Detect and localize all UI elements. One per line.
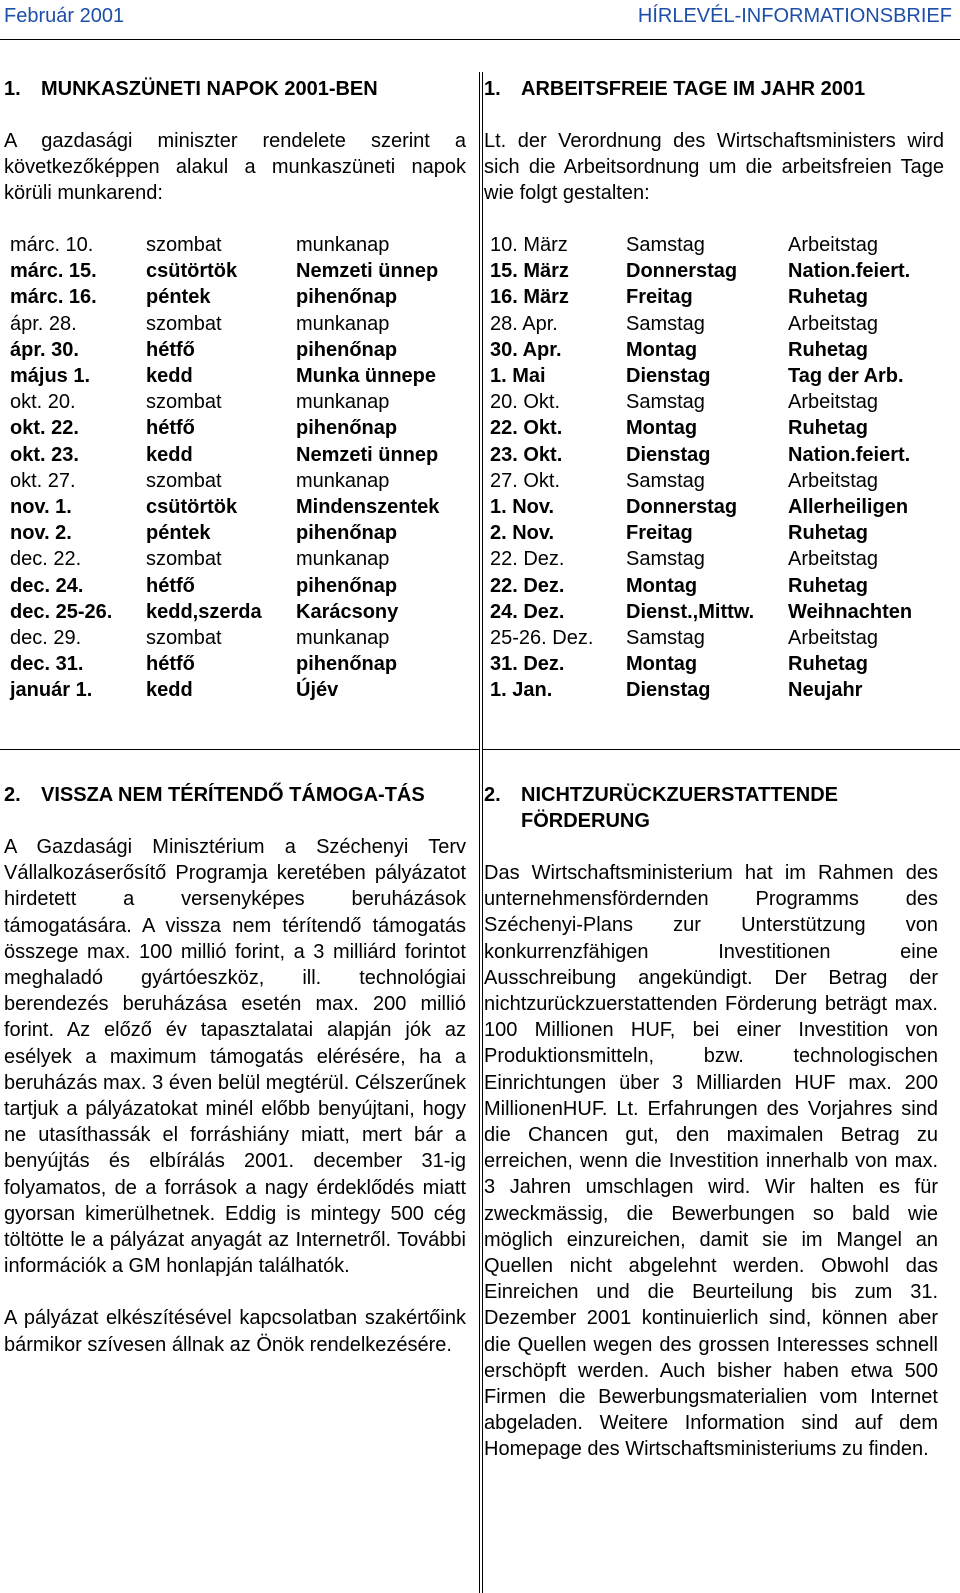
header-rule xyxy=(0,39,960,40)
holiday-date: 1. Mai xyxy=(490,365,546,388)
holiday-date: nov. 1. xyxy=(10,496,72,519)
holiday-row xyxy=(490,625,948,651)
holiday-type: Ruhetag xyxy=(788,574,868,597)
holiday-row xyxy=(490,311,948,337)
holiday-type: munkanap xyxy=(296,548,390,571)
holiday-date: 23. Okt. xyxy=(490,443,563,466)
holiday-type: Nemzeti ünnep xyxy=(296,260,439,283)
holiday-date: dec. 25-26. xyxy=(10,600,113,623)
holiday-date: nov. 2. xyxy=(10,522,72,545)
holiday-weekday: hétfő xyxy=(146,653,195,676)
holiday-weekday: Samstag xyxy=(626,469,705,492)
holiday-row xyxy=(490,363,948,389)
holiday-date: dec. 31. xyxy=(10,653,84,676)
holiday-weekday: kedd xyxy=(146,365,193,388)
holiday-type: Ruhetag xyxy=(788,417,868,440)
holiday-table-hu xyxy=(10,232,476,704)
holiday-type: Ruhetag xyxy=(788,338,868,361)
section-divider-right xyxy=(483,749,960,750)
holiday-date: márc. 16. xyxy=(10,286,97,309)
section1-hu-title: MUNKASZÜNETI NAPOK 2001-BEN xyxy=(41,78,378,100)
holiday-row xyxy=(490,415,948,441)
holiday-date: 30. Apr. xyxy=(490,338,562,361)
holiday-row xyxy=(10,625,476,651)
holiday-date: dec. 29. xyxy=(10,627,82,650)
holiday-type: Arbeitstag xyxy=(788,548,879,571)
holiday-row xyxy=(10,573,476,599)
holiday-type: Arbeitstag xyxy=(788,627,879,650)
holiday-weekday: kedd xyxy=(146,679,193,702)
holiday-row xyxy=(490,599,948,625)
holiday-weekday: péntek xyxy=(146,286,211,309)
holiday-row xyxy=(490,677,948,703)
holiday-row xyxy=(10,546,476,572)
holiday-type: Weihnachten xyxy=(788,600,913,623)
header-title: HÍRLEVÉL-INFORMATIONSBRIEF xyxy=(637,5,952,27)
holiday-type: Allerheiligen xyxy=(788,496,909,519)
holiday-date: 1. Nov. xyxy=(490,496,555,519)
header-date: Február 2001 xyxy=(4,5,125,27)
holiday-weekday: szombat xyxy=(146,312,222,335)
holiday-weekday: hétfő xyxy=(146,338,195,361)
holiday-type: Ruhetag xyxy=(788,286,868,309)
holiday-row xyxy=(490,389,948,415)
holiday-weekday: Montag xyxy=(626,338,698,361)
holiday-type: Tag der Arb. xyxy=(788,365,904,388)
holiday-row xyxy=(10,520,476,546)
holiday-weekday: szombat xyxy=(146,234,222,256)
section2-hu-paragraph1: A Gazdasági Minisztérium a Széchenyi Terv Vállalkozáserősítő Programja keretében pályázatot hirdetett a versenyképes beruházások támogatására. A vissza nem térítendő támogatás összege max. 100 millió forint, a 3 milliárd forintot meghaladó gyártóeszköz, ill. technológiai berendezés beruházása esetén max. 200 millió forint. Az előző év tapasztalatai alapján jók az esélyek a maximum támogatás elérésére, ha a beruházás max. 3 éven belül megtérül. Célszerűnek tartjuk a pályázatokat minél előbb benyújtani, hogy ne utasíthassák el forráshiány miatt, mert bár a benyújtás és elbírálás 2001. december 31-ig folyamatos, de a források a nagy érdeklődés miatt gyorsan kimerülhetnek. Eddig is mintegy 500 cég töltötte le a pályázat anyagát az Internetről. További információk a GM honlapján találhatók. xyxy=(4,836,466,1278)
holiday-row xyxy=(10,494,476,520)
holiday-date: január 1. xyxy=(10,679,93,702)
holiday-weekday: kedd,szerda xyxy=(146,600,262,623)
holiday-date: 1. Jan. xyxy=(490,679,553,702)
holiday-type: Nation.feiert. xyxy=(788,260,911,283)
column-divider xyxy=(479,72,480,1593)
holiday-type: pihenőnap xyxy=(296,574,398,597)
holiday-date: 28. Apr. xyxy=(490,312,558,335)
holiday-weekday: hétfő xyxy=(146,417,195,440)
holiday-date: dec. 22. xyxy=(10,548,82,571)
holiday-type: Munka ünnepe xyxy=(296,365,437,388)
holiday-weekday: Samstag xyxy=(626,627,705,650)
holiday-date: okt. 27. xyxy=(10,469,76,492)
section1-hu xyxy=(4,76,466,207)
holiday-weekday: Dienstag xyxy=(626,443,711,466)
holiday-weekday: csütörtök xyxy=(146,260,238,283)
holiday-weekday: Dienst.,Mittw. xyxy=(626,600,755,623)
holiday-type: Arbeitstag xyxy=(788,391,879,414)
holiday-row xyxy=(490,284,948,310)
holiday-date: márc. 10. xyxy=(10,234,94,256)
holiday-date: 22. Okt. xyxy=(490,417,563,440)
holiday-type: pihenőnap xyxy=(296,653,398,676)
holiday-row xyxy=(10,677,476,703)
holiday-type: Ruhetag xyxy=(788,653,868,676)
holiday-weekday: Freitag xyxy=(626,286,693,309)
holiday-date: 22. Dez. xyxy=(490,574,565,597)
holiday-date: okt. 23. xyxy=(10,443,79,466)
holiday-weekday: Dienstag xyxy=(626,365,711,388)
holiday-type: Mindenszentek xyxy=(296,496,440,519)
holiday-weekday: szombat xyxy=(146,627,222,650)
holiday-row xyxy=(10,599,476,625)
holiday-weekday: szombat xyxy=(146,548,222,571)
holiday-row xyxy=(10,337,476,363)
holiday-row xyxy=(10,442,476,468)
holiday-row xyxy=(490,573,948,599)
holiday-date: márc. 15. xyxy=(10,260,97,283)
holiday-row xyxy=(10,363,476,389)
holiday-weekday: kedd xyxy=(146,443,193,466)
section1-de xyxy=(484,76,944,207)
holiday-row xyxy=(490,442,948,468)
holiday-row xyxy=(490,468,948,494)
holiday-date: 22. Dez. xyxy=(490,548,565,571)
section2-hu-title: VISSZA NEM TÉRÍTENDŐ TÁMOGA-TÁS xyxy=(41,784,425,806)
holiday-weekday: Montag xyxy=(626,653,698,676)
section1-de-heading xyxy=(484,76,944,102)
section1-hu-heading xyxy=(4,76,466,102)
holiday-row xyxy=(10,468,476,494)
holiday-weekday: Dienstag xyxy=(626,679,711,702)
holiday-weekday: Samstag xyxy=(626,548,705,571)
holiday-row xyxy=(10,389,476,415)
holiday-weekday: Montag xyxy=(626,417,698,440)
holiday-weekday: Donnerstag xyxy=(626,260,738,283)
column-divider-inner xyxy=(482,72,483,1593)
holiday-type: Ruhetag xyxy=(788,522,868,545)
holiday-type: Neujahr xyxy=(788,679,863,702)
section2-de-title: NICHTZURÜCKZUERSTATTENDE FÖRDERUNG xyxy=(521,784,839,832)
holiday-type: pihenőnap xyxy=(296,338,398,361)
holiday-type: munkanap xyxy=(296,312,390,335)
holiday-type: pihenőnap xyxy=(296,522,398,545)
holiday-date: ápr. 28. xyxy=(10,312,77,335)
section2-hu-number: 2. xyxy=(4,784,21,806)
section2-hu-paragraph2: A pályázat elkészítésével kapcsolatban szakértőink bármikor szívesen állnak az Önök rendelkezésére. xyxy=(4,1307,466,1356)
holiday-weekday: Freitag xyxy=(626,522,693,545)
holiday-row xyxy=(10,311,476,337)
holiday-date: ápr. 30. xyxy=(10,338,79,361)
holiday-row xyxy=(490,337,948,363)
holiday-type: Arbeitstag xyxy=(788,234,879,256)
holiday-date: 20. Okt. xyxy=(490,391,561,414)
holiday-weekday: csütörtök xyxy=(146,496,238,519)
holiday-type: Nation.feiert. xyxy=(788,443,911,466)
holiday-type: Nemzeti ünnep xyxy=(296,443,439,466)
holiday-date: 27. Okt. xyxy=(490,469,561,492)
holiday-weekday: péntek xyxy=(146,522,211,545)
holiday-date: 24. Dez. xyxy=(490,600,565,623)
holiday-weekday: hétfő xyxy=(146,574,195,597)
holiday-row xyxy=(490,232,948,258)
holiday-weekday: Donnerstag xyxy=(626,496,738,519)
holiday-row xyxy=(490,546,948,572)
section2-de-number: 2. xyxy=(484,784,501,806)
holiday-type: munkanap xyxy=(296,234,390,256)
holiday-date: okt. 22. xyxy=(10,417,79,440)
section1-hu-intro: A gazdasági miniszter rendelete szerint a következőképpen alakul a munkaszüneti napok körüli munkarend: xyxy=(4,130,466,205)
holiday-date: 16. März xyxy=(490,286,569,309)
holiday-row xyxy=(10,232,476,258)
holiday-date: 10. März xyxy=(490,234,568,256)
holiday-weekday: Samstag xyxy=(626,234,705,256)
holiday-weekday: Montag xyxy=(626,574,698,597)
holiday-date: dec. 24. xyxy=(10,574,84,597)
holiday-row xyxy=(10,415,476,441)
holiday-date: május 1. xyxy=(10,365,91,388)
holiday-type: pihenőnap xyxy=(296,286,398,309)
holiday-type: Arbeitstag xyxy=(788,469,879,492)
holiday-date: okt. 20. xyxy=(10,391,76,414)
section1-hu-number: 1. xyxy=(4,78,21,100)
holiday-weekday: szombat xyxy=(146,391,222,414)
section2-hu-heading xyxy=(4,782,466,808)
holiday-type: munkanap xyxy=(296,469,390,492)
section2-de-paragraph1: Das Wirtschaftsministerium hat im Rahmen des unternehmensfördernden Programms des Széchenyi-Plans zur Unterstützung von konkurrenzfähigen Investitionen eine Ausschreibung angekündigt. Der Betrag der nichtzurückzuerstattenden Förderung beträgt max. 100 Millionen HUF, bei einer Investition von Produktionsmitteln, bzw. technologischen Einrichtungen über 3 Milliarden HUF max. 200 MillionenHUF. Lt. Erfahrungen des Vorjahres sind die Chancen gut, den maximalen Betrag zu erreichen, wenn die Investition innerhalb von max. 3 Jahren umschlagen wird. Wir halten es für zweckmässig, die Bewerbungen so bald wie möglich einzureichen, damit sie im Mangel an Quellen nicht abgelehnt werden. Obwohl das Einreichen und die Beurteilung bis zum 31. Dezember 2001 kontinuierlich sind, können aber die Quellen wegen des grossen Interesses schnell erschöpft werden. Auch bisher haben etwa 500 Firmen die Bewerbungsmaterialien vom Internet abgeladen. Weitere Information sind auf dem Homepage des Wirtschaftsministeriums zu finden. xyxy=(484,862,938,1461)
section1-de-intro: Lt. der Verordnung des Wirtschaftsministers wird sich die Arbeitsordnung um die arbeitsfreien Tage wie folgt gestalten: xyxy=(484,130,944,205)
section2-de xyxy=(484,782,938,1463)
section1-de-title: ARBEITSFREIE TAGE IM JAHR 2001 xyxy=(521,78,866,100)
section1-de-number: 1. xyxy=(484,78,501,100)
section-divider-left xyxy=(0,749,479,750)
holiday-type: munkanap xyxy=(296,391,390,414)
holiday-date: 2. Nov. xyxy=(490,522,555,545)
holiday-row xyxy=(10,284,476,310)
holiday-weekday: Samstag xyxy=(626,312,705,335)
holiday-row xyxy=(490,494,948,520)
holiday-date: 31. Dez. xyxy=(490,653,565,676)
holiday-type: munkanap xyxy=(296,627,390,650)
holiday-date: 15. März xyxy=(490,260,569,283)
holiday-row xyxy=(490,258,948,284)
holiday-row xyxy=(490,520,948,546)
holiday-weekday: szombat xyxy=(146,469,222,492)
holiday-type: Arbeitstag xyxy=(788,312,879,335)
holiday-type: Újév xyxy=(296,679,339,702)
holiday-type: pihenőnap xyxy=(296,417,398,440)
holiday-type: Karácsony xyxy=(296,600,399,623)
holiday-row xyxy=(10,258,476,284)
holiday-table-de xyxy=(490,232,948,704)
holiday-row xyxy=(490,651,948,677)
holiday-weekday: Samstag xyxy=(626,391,705,414)
holiday-date: 25-26. Dez. xyxy=(490,627,594,650)
holiday-row xyxy=(10,651,476,677)
section2-hu xyxy=(4,782,466,1358)
section2-de-heading xyxy=(484,782,938,834)
